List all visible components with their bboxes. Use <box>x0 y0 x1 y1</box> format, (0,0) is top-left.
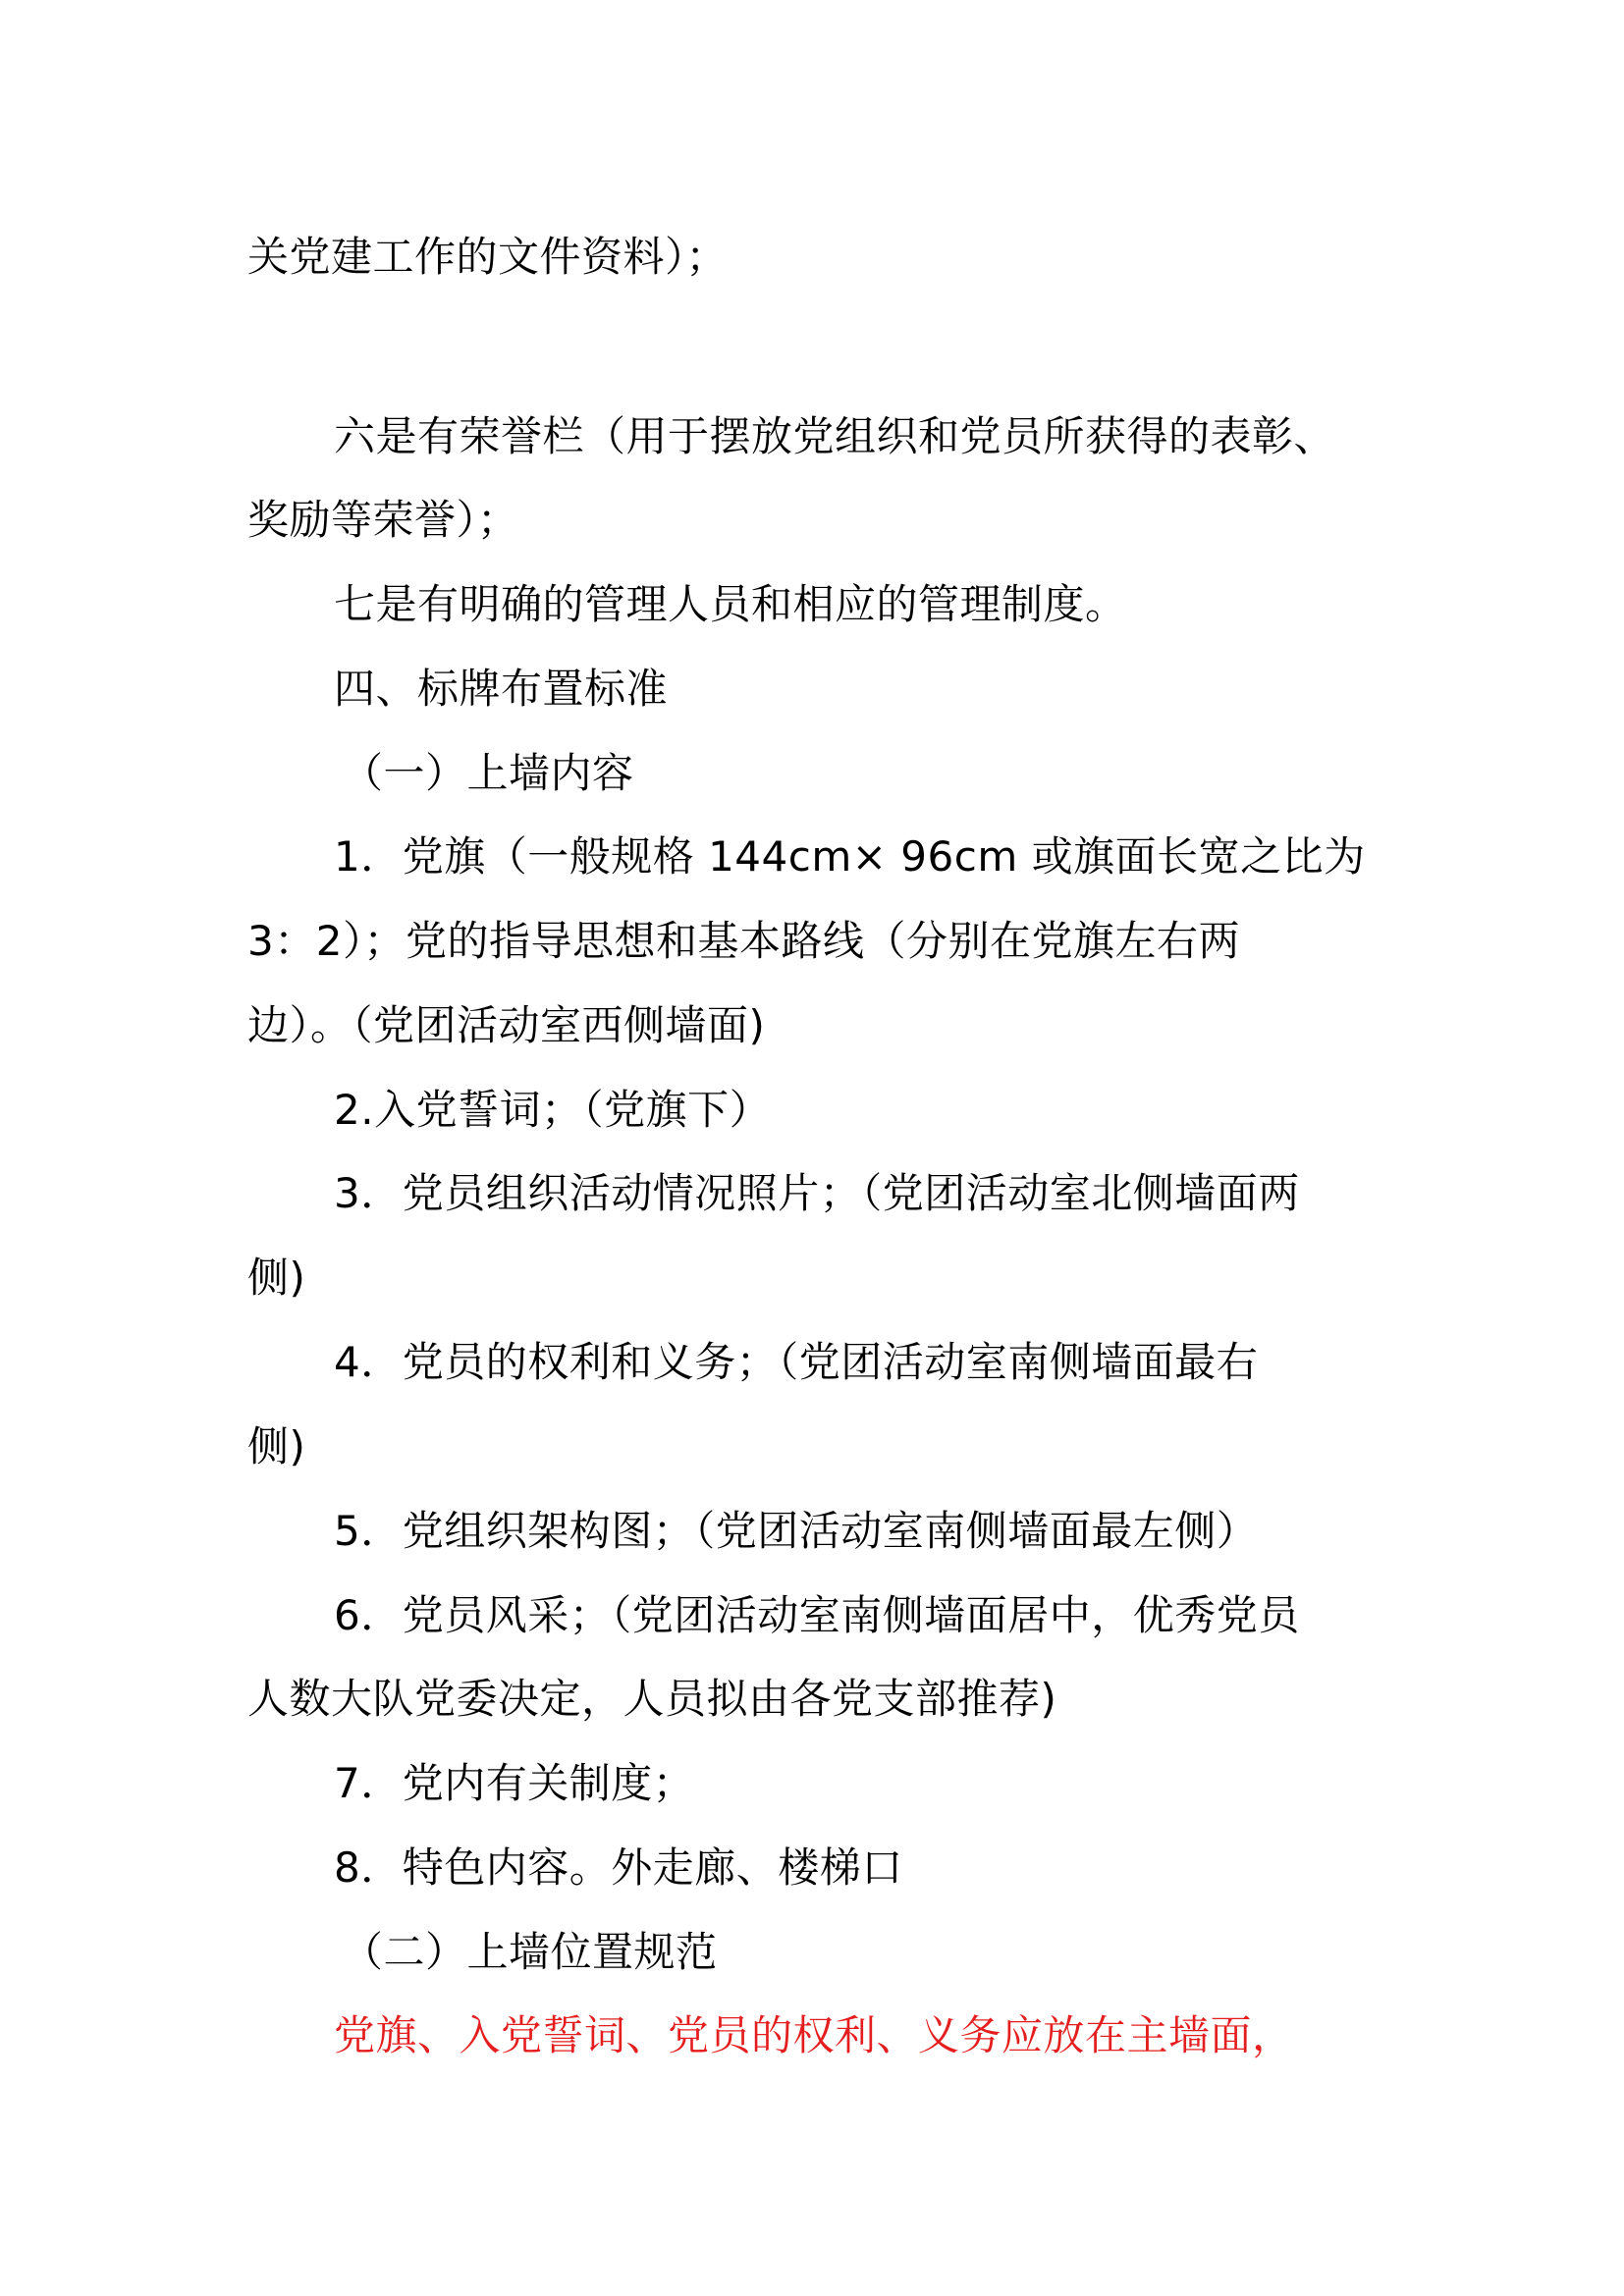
subsection-heading: （一）上墙内容 <box>342 749 634 797</box>
list-item: 1．党旗（一般规格 144cm× 96cm 或旗面长宽之比为 <box>334 832 1366 881</box>
list-item: 3．党员组织活动情况照片；（党团活动室北侧墙面两 <box>334 1169 1300 1217</box>
list-item: 6．党员风采；（党团活动室南侧墙面居中，优秀党员 <box>334 1591 1300 1639</box>
text-line: 关党建工作的文件资料）； <box>247 233 729 281</box>
list-item: 4．党员的权利和义务；（党团活动室南侧墙面最右 <box>334 1338 1259 1386</box>
text-line: 侧) <box>247 1422 306 1470</box>
section-heading: 四、标牌布置标准 <box>334 665 669 713</box>
text-line: 侧) <box>247 1254 306 1302</box>
highlighted-text-line: 党旗、入党誓词、党员的权利、义务应放在主墙面， <box>334 2011 1294 2059</box>
list-item: 2.入党誓词；（党旗下） <box>334 1086 772 1134</box>
text-line: 边）。（党团活动室西侧墙面) <box>247 1001 766 1049</box>
list-item: 7．党内有关制度； <box>334 1759 695 1807</box>
text-line: 六是有荣誉栏（用于摆放党组织和党员所获得的表彰、 <box>334 412 1336 460</box>
text-line: 奖励等荣誉）； <box>247 496 519 544</box>
text-line: 人数大队党委决定，人员拟由各党支部推荐) <box>247 1675 1057 1723</box>
list-item: 5．党组织架构图；（党团活动室南侧墙面最左侧） <box>334 1507 1259 1555</box>
list-item: 8．特色内容。外走廊、楼梯口 <box>334 1843 903 1892</box>
text-line: 3：2）；党的指导思想和基本路线（分别在党旗左右两 <box>247 917 1240 965</box>
text-line: 七是有明确的管理人员和相应的管理制度。 <box>334 580 1127 628</box>
subsection-heading: （二）上墙位置规范 <box>342 1928 718 1976</box>
